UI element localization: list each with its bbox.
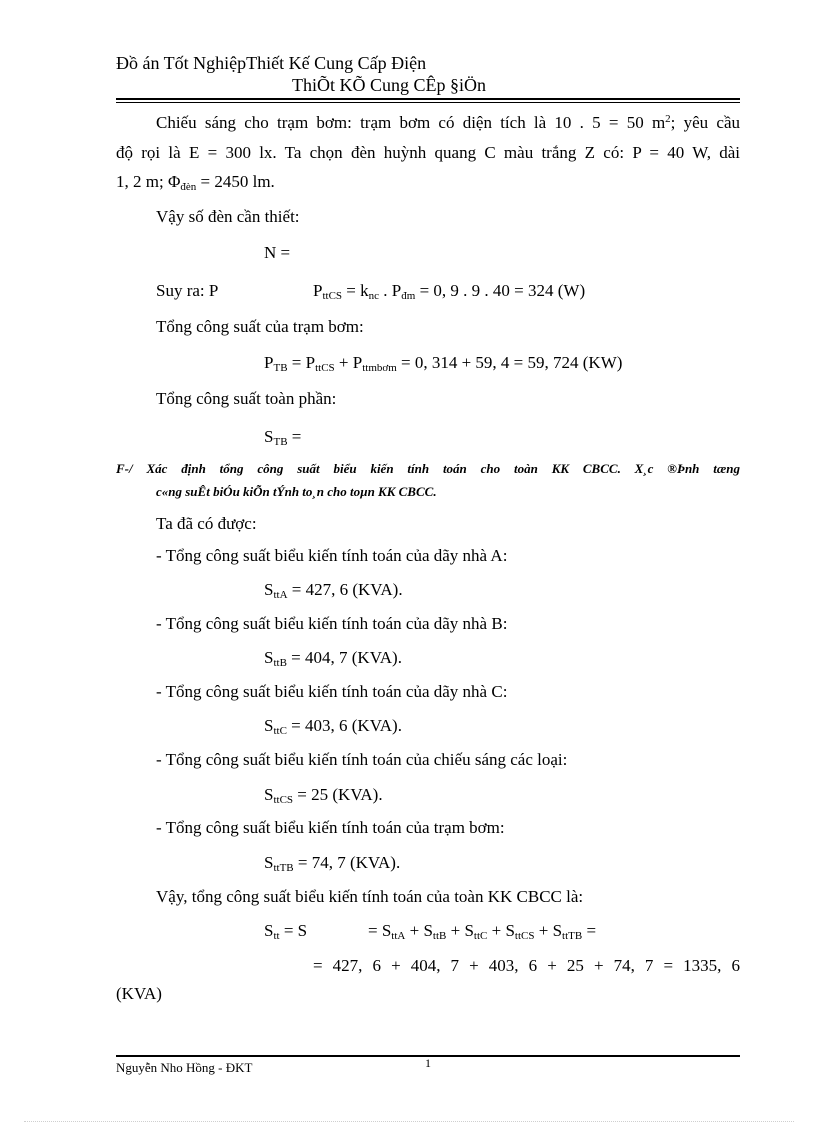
text: = 427, 6 (KVA). — [287, 580, 403, 599]
results-intro: Ta đã có được: — [156, 514, 257, 533]
text: ; yêu cầu — [670, 113, 741, 132]
subscript: ttC — [473, 930, 488, 942]
text: = 403, 6 (KVA). — [286, 716, 402, 735]
text: = k — [342, 281, 369, 300]
paragraph-line-3 — [116, 172, 275, 192]
item-b-value — [264, 648, 402, 668]
formula-n: N = — [264, 243, 291, 262]
item-a-value — [264, 580, 403, 600]
text: S — [264, 716, 274, 735]
text: = 2450 lm. — [196, 172, 275, 191]
subscript: ttB — [273, 657, 287, 669]
subscript: nc — [368, 290, 380, 302]
text: Chiếu sáng cho trạm bơm: trạm bơm có diện tích là 10 . 5 = 50 m — [156, 113, 666, 132]
text: + P — [334, 353, 363, 372]
subscript: ttCS — [514, 930, 535, 942]
total-sum-line: = 427, 6 + 404, 7 + 403, 6 + 25 + 74, 7 = 1335, 6 — [313, 956, 740, 975]
footer-author: Nguyễn Nho Hồng - ĐKT — [116, 1060, 253, 1075]
subscript: ttCS — [273, 794, 294, 806]
text: = P — [287, 353, 316, 372]
subscript: TB — [273, 362, 288, 374]
text: S — [264, 853, 274, 872]
subscript: tt — [273, 930, 280, 942]
total-unit: (KVA) — [116, 984, 162, 1003]
subscript: ttCS — [315, 362, 335, 374]
header-rule-thin — [116, 102, 740, 103]
text: S — [264, 785, 274, 804]
paragraph-line-2: độ rọi là E = 300 lx. Ta chọn đèn huỳnh quang C màu trắng Z có: P = 40 W, dài — [116, 143, 740, 162]
text: S — [264, 427, 274, 446]
text: = — [582, 921, 597, 940]
formula-ptb — [264, 353, 622, 373]
subscript: ttCS — [322, 290, 343, 302]
item-cs-label: - Tổng công suất biểu kiến tính toán của chiếu sáng các loại: — [156, 750, 568, 769]
text: = 0, 9 . 9 . 40 = 324 (W) — [415, 281, 586, 300]
page-header — [116, 52, 740, 96]
tong-cong-suat-tram: Tổng công suất của trạm bơm: — [156, 317, 364, 336]
text: + S — [446, 921, 474, 940]
lamps-intro: Vậy số đèn cần thiết: — [156, 207, 300, 226]
paragraph-line-1 — [116, 113, 740, 133]
text: = 404, 7 (KVA). — [286, 648, 402, 667]
header-rule-thick — [116, 98, 740, 100]
total-formula-lhs — [264, 921, 307, 941]
total-intro: Vậy, tổng công suất biểu kiến tính toán của toàn KK CBCC là: — [156, 887, 584, 906]
text: = 74, 7 (KVA). — [293, 853, 401, 872]
text: P — [264, 353, 274, 372]
section-f-heading-line-2: c«ng suÊt biÓu kiÕn tÝnh to¸n cho toµn KK CBCC. — [156, 484, 437, 499]
text: . P — [379, 281, 402, 300]
subscript: ttTB — [562, 930, 583, 942]
item-a-label: - Tổng công suất biểu kiến tính toán của dãy nhà A: — [156, 546, 508, 565]
section-f-heading-line-1: F-/ Xác định tổng công suất biểu kiến tính toán cho toàn KK CBCC. X¸c ®Þnh tæng — [116, 461, 740, 476]
subscript: TB — [273, 436, 288, 448]
subscript: đm — [401, 290, 416, 302]
page-bottom-border — [24, 1121, 794, 1122]
text: = 25 (KVA). — [293, 785, 383, 804]
total-formula-rhs — [368, 921, 596, 941]
item-cs-value — [264, 785, 383, 805]
page-number: 1 — [425, 1056, 431, 1070]
text: S — [264, 921, 274, 940]
item-tb-value — [264, 853, 400, 873]
text: + S — [534, 921, 563, 940]
text: P — [313, 281, 323, 300]
text: = S — [279, 921, 308, 940]
superscript: 2 — [665, 113, 671, 125]
text: S — [264, 648, 274, 667]
text: S — [264, 580, 274, 599]
item-c-value — [264, 716, 402, 736]
text: = — [287, 427, 302, 446]
subscript: ttmbơm — [362, 362, 397, 374]
item-tb-label: - Tổng công suất biểu kiến tính toán của trạm bơm: — [156, 818, 505, 837]
text: = 0, 314 + 59, 4 = 59, 724 (KW) — [396, 353, 623, 372]
item-c-label: - Tổng công suất biểu kiến tính toán của dãy nhà C: — [156, 682, 508, 701]
header-title: Đồ án Tốt NghiệpThiết Kế Cung Cấp Điện — [116, 53, 427, 73]
subscript: ttC — [273, 725, 287, 737]
subscript: đèn — [180, 181, 197, 193]
text: + S — [405, 921, 433, 940]
subscript: ttA — [273, 589, 288, 601]
header-subtitle: ThiÕt KÕ Cung CÊp §iÖn — [292, 75, 487, 95]
tong-cong-suat-toan-phan: Tổng công suất toàn phần: — [156, 389, 337, 408]
formula-stb — [264, 427, 301, 447]
subscript: ttA — [391, 930, 406, 942]
formula-pttcs — [313, 281, 585, 301]
item-b-label: - Tổng công suất biểu kiến tính toán của dãy nhà B: — [156, 614, 508, 633]
subscript: ttB — [432, 930, 447, 942]
text: + S — [487, 921, 515, 940]
text: 1, 2 m; Φ — [116, 172, 181, 191]
suy-ra-label: Suy ra: P — [156, 281, 219, 300]
text: = S — [368, 921, 392, 940]
subscript: ttTB — [273, 862, 294, 874]
